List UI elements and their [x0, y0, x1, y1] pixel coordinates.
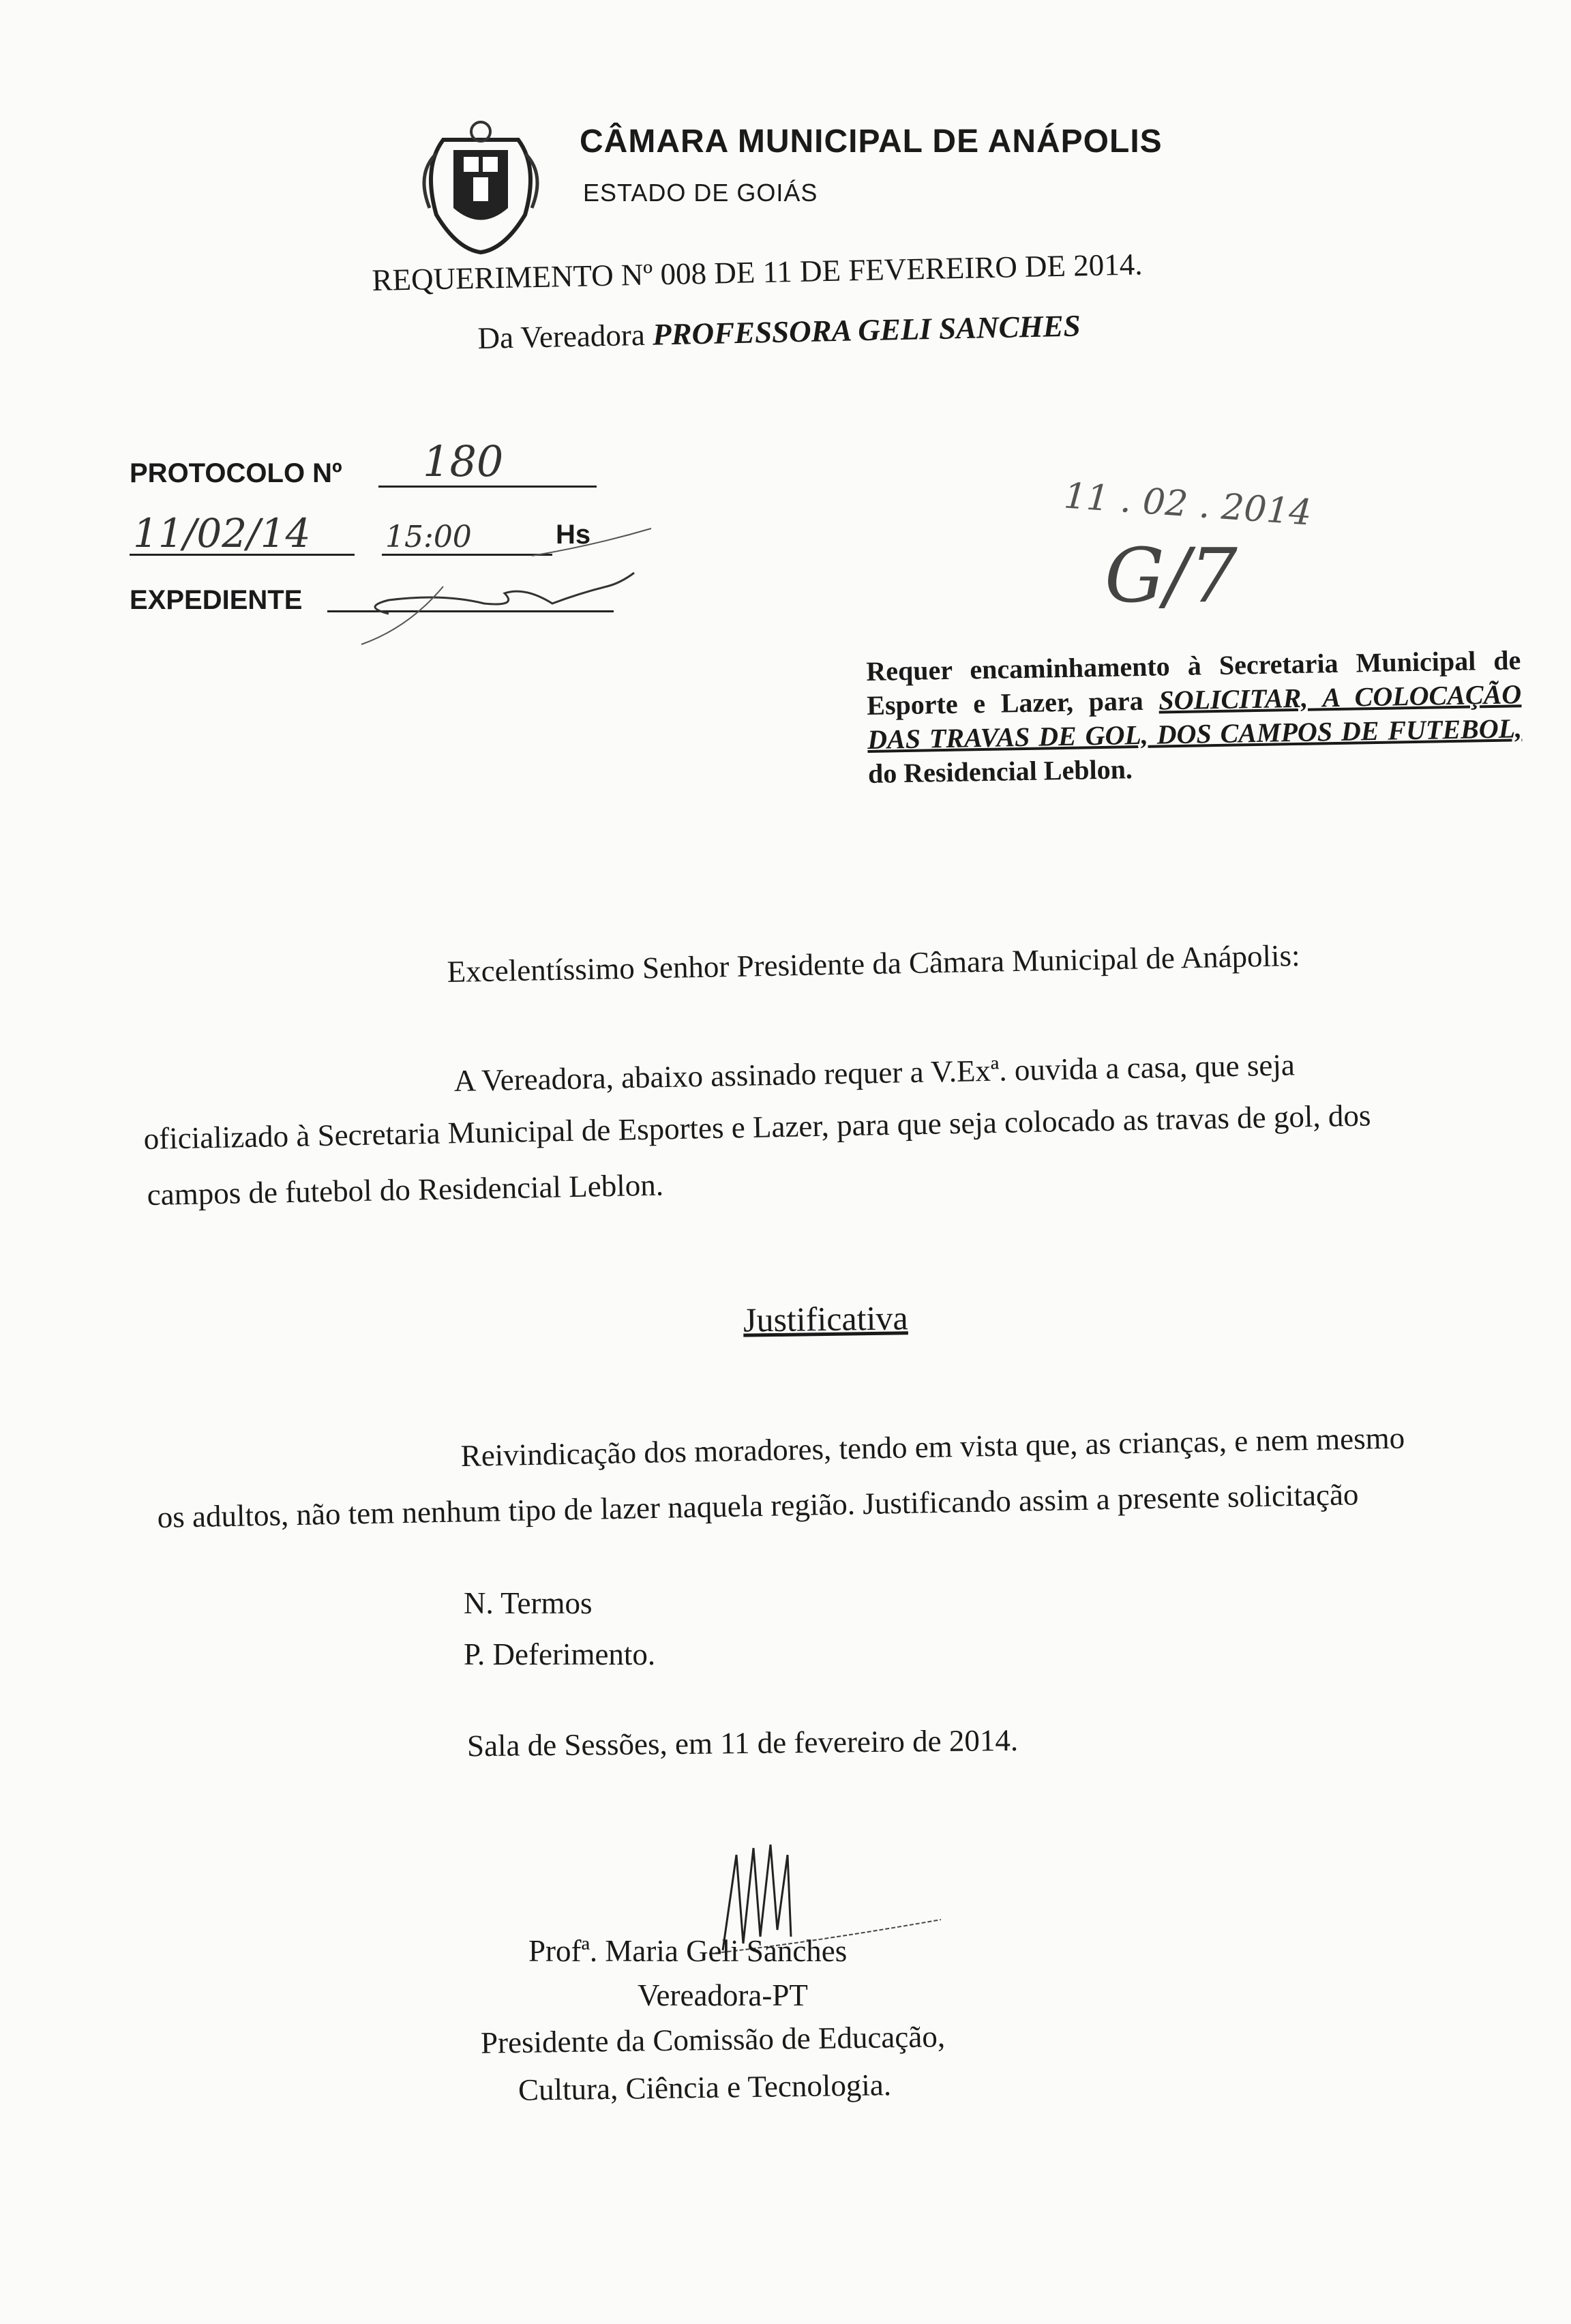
- salutation: Excelentíssimo Senhor Presidente da Câmara Municipal de Anápolis:: [447, 938, 1301, 989]
- signature-position-line-1: Presidente da Comissão de Educação,: [480, 2019, 946, 2060]
- closing-deferment: P. Deferimento.: [464, 1637, 656, 1671]
- expediente-label: EXPEDIENTE: [130, 585, 303, 615]
- org-state: ESTADO DE GOIÁS: [583, 179, 818, 207]
- summary-line-2: do Residencial Leblon.: [867, 754, 1133, 789]
- receipt-stamp-mark: G/7: [1105, 532, 1238, 619]
- signature-position-line-2: Cultura, Ciência e Tecnologia.: [518, 2068, 892, 2107]
- signature-name: Profª. Maria Geli Sanches: [528, 1934, 848, 1968]
- summary-line-1: Requer encaminhamento à Secretaria Municipal de Esporte e Lazer, para: [866, 644, 1521, 721]
- org-name: CÂMARA MUNICIPAL DE ANÁPOLIS: [580, 123, 1163, 160]
- expediente-initials: [348, 546, 641, 648]
- justification-heading: Justificativa: [743, 1298, 908, 1339]
- municipal-crest-icon: [395, 113, 566, 256]
- body-paragraph-line-2: oficializado à Secretaria Municipal de Esportes e Lazer, para que seja colocado as travas de gol, dos: [143, 1098, 1371, 1156]
- hours-label: Hs: [556, 520, 591, 550]
- summary-underlined: SOLICITAR, A COLOCAÇÃO DAS TRAVAS DE GOL, DOS CAMPOS DE FUTEBOL,: [867, 679, 1523, 755]
- closing-place-date: Sala de Sessões, em 11 de fevereiro de 2014.: [466, 1723, 1019, 1763]
- closing-terms: N. Termos: [464, 1586, 593, 1620]
- requerimento-author: [477, 308, 1081, 356]
- receipt-stamp-date: 11 . 02 . 2014: [1062, 475, 1313, 534]
- protocol-number: 180: [423, 436, 504, 486]
- author-name: PROFESSORA GELI SANCHES: [652, 308, 1081, 352]
- protocol-label: PROTOCOLO Nº: [130, 458, 342, 488]
- justification-line-2: os adultos, não tem nenhum tipo de lazer naquela região. Justificando assim a presente solicitação: [157, 1477, 1359, 1534]
- signature-role: Vereadora-PT: [638, 1978, 808, 2012]
- body-paragraph-line-3: campos de futebol do Residencial Leblon.: [147, 1167, 664, 1212]
- author-prefix: Da Vereadora: [477, 317, 653, 355]
- requerimento-title: REQUERIMENTO Nº 008 DE 11 DE FEVEREIRO DE 2014.: [372, 247, 1143, 297]
- justification-line-1: Reivindicação dos moradores, tendo em vista que, as crianças, e nem mesmo: [460, 1420, 1405, 1473]
- protocol-time: 15:00: [385, 520, 472, 554]
- request-summary: [866, 643, 1523, 791]
- body-paragraph-line-1: A Vereadora, abaixo assinado requer a V.Exª. ouvida a casa, que seja: [453, 1047, 1296, 1098]
- protocol-date: 11/02/14: [133, 510, 311, 556]
